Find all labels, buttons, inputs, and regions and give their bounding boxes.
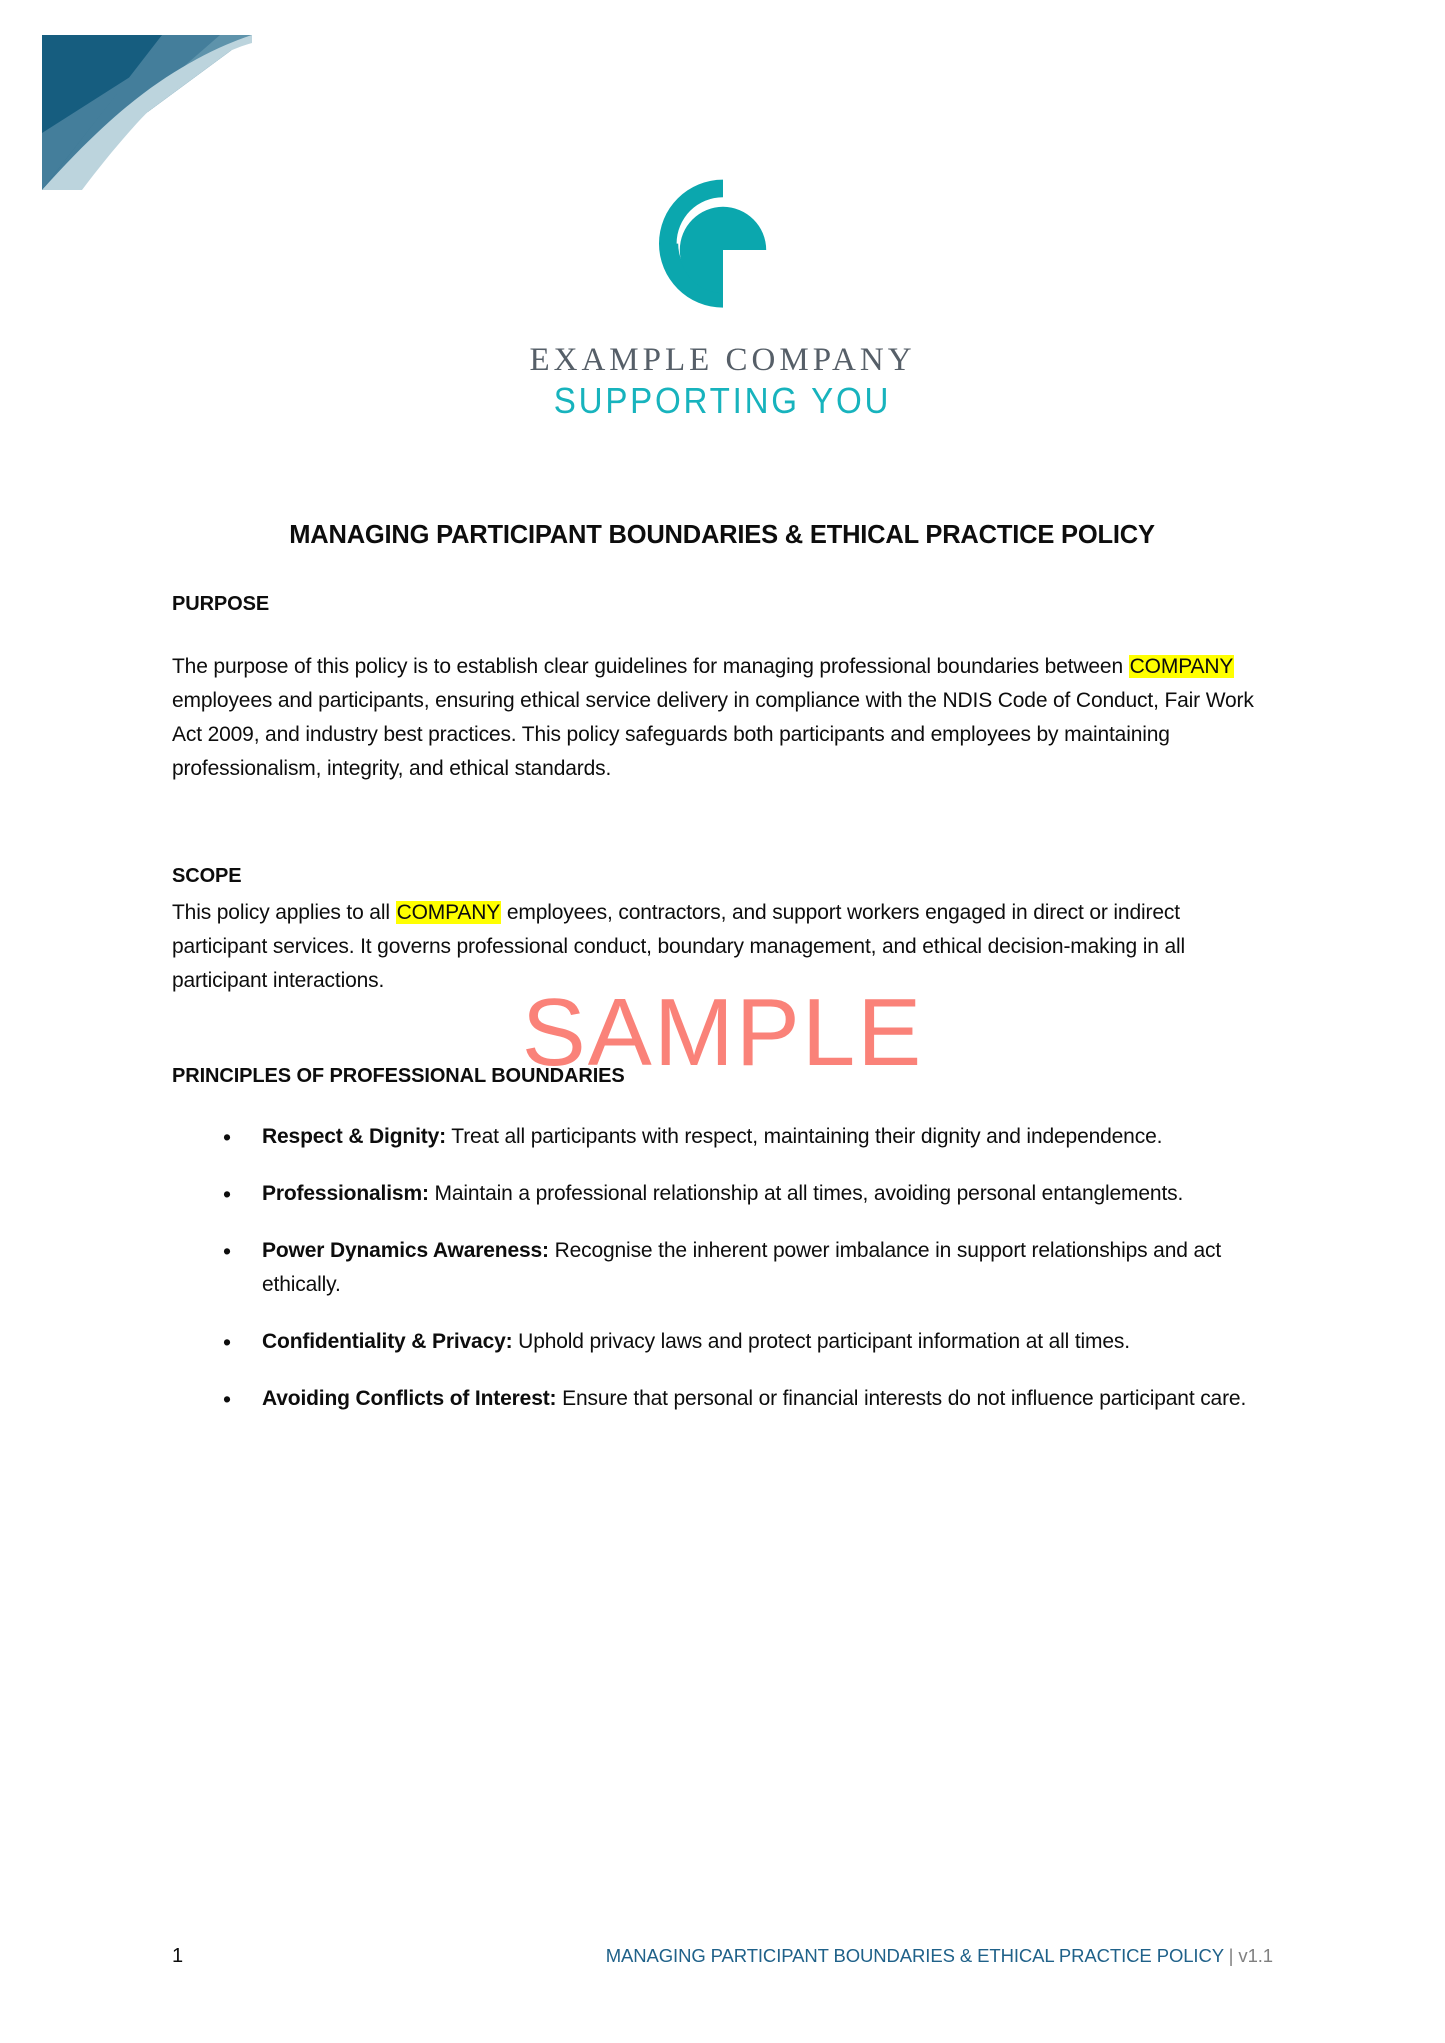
list-item <box>172 1234 1272 1302</box>
list-item-description: Maintain a professional relationship at all times, avoiding personal entanglements. <box>428 1182 1184 1205</box>
principles-list <box>172 1120 1272 1416</box>
purpose-text-after: employees and participants, ensuring ethical service delivery in compliance with the NDIS Code of Conduct, Fair Work Act 2009, and industry best practices. This policy safeguards both participants and employees by maintaining professionalism, integrity, and ethical standards. <box>172 688 1254 780</box>
scope-text-after: employees, contractors, and support workers engaged in direct or indirect participant services. It governs professional conduct, boundary management, and ethical decision-making in all participant interactions. <box>172 900 1186 992</box>
section-body-purpose <box>172 650 1272 786</box>
page-footer <box>0 1942 1445 1970</box>
list-item <box>172 1382 1272 1416</box>
sample-watermark: SAMPLE <box>521 979 924 1086</box>
company-logo-icon <box>643 170 803 330</box>
list-item-description: Recognise the inherent power imbalance in support relationships and act ethically. <box>262 1239 1222 1297</box>
company-name: EXAMPLE COMPANY <box>0 344 1445 377</box>
list-item-term: Power Dynamics Awareness: <box>262 1239 549 1263</box>
document-title: MANAGING PARTICIPANT BOUNDARIES & ETHICAL PRACTICE POLICY <box>289 521 1155 549</box>
footer-document-reference <box>606 1942 1273 1970</box>
list-item <box>172 1325 1272 1359</box>
company-tagline: SUPPORTING YOU <box>553 380 892 421</box>
footer-page-number: 1 <box>172 1945 184 1967</box>
list-item-term: Respect & Dignity: <box>262 1124 446 1148</box>
footer-title-text: MANAGING PARTICIPANT BOUNDARIES & ETHICAL PRACTICE POLICY <box>605 1945 1224 1966</box>
footer-version-text: | v1.1 <box>1223 1945 1273 1966</box>
brand-header <box>0 170 1445 419</box>
list-item-term: Avoiding Conflicts of Interest: <box>262 1387 557 1411</box>
section-heading-purpose: PURPOSE <box>172 592 270 615</box>
list-item-description: Uphold privacy laws and protect participant information at all times. <box>512 1330 1130 1354</box>
purpose-highlight-company: COMPANY <box>1129 654 1234 678</box>
scope-highlight-company: COMPANY <box>396 900 501 924</box>
scope-text-before: This policy applies to all <box>172 900 396 924</box>
purpose-text-before: The purpose of this policy is to establish clear guidelines for managing professional boundaries between <box>172 654 1129 678</box>
document-body <box>172 520 1272 1439</box>
list-item <box>172 1120 1272 1154</box>
angled-ribbon-corner-decoration <box>42 35 252 190</box>
section-heading-principles: PRINCIPLES OF PROFESSIONAL BOUNDARIES <box>172 1064 625 1087</box>
list-item-description: Ensure that personal or financial interests do not influence participant care. <box>556 1387 1247 1411</box>
list-item-term: Professionalism: <box>262 1182 429 1205</box>
section-body-scope <box>172 896 1272 998</box>
list-item-term: Confidentiality & Privacy: <box>262 1330 513 1354</box>
list-item-description: Treat all participants with respect, maintaining their dignity and independence. <box>446 1124 1163 1148</box>
section-heading-scope: SCOPE <box>172 864 242 887</box>
list-item <box>172 1177 1272 1211</box>
